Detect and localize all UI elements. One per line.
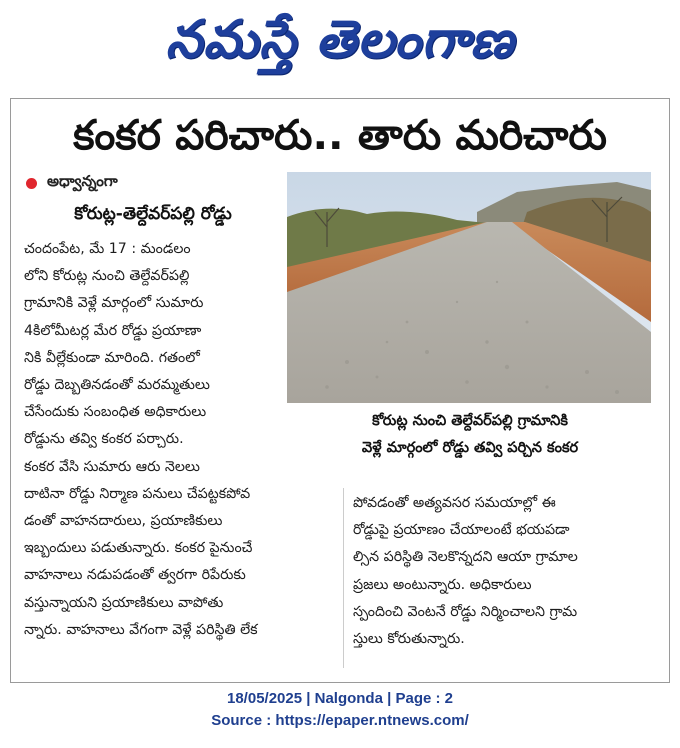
body-text-line: ఇబ్బందులు పడుతున్నారు. కంకర పైనుంచే [24,540,253,557]
body-text-line: రోడ్డు దెబ్బతినడంతో మరమ్మతులు [24,377,210,394]
masthead [0,0,680,92]
body-text-line: ప్రజలు అంటున్నారు. అధికారులు [353,576,532,593]
body-text-line: స్పందించి వెంటనే రోడ్డు నిర్మించాలని గ్రామ [353,603,578,620]
article-body-column-2 [353,490,651,653]
body-text-line: కంకర వేసి సుమారు ఆరు నెలలు [24,458,200,475]
red-bullet-icon [26,178,37,189]
article-headline: కంకర పరిచారు.. తారు మరిచారు [73,111,607,159]
body-text-line: డంతో వాహనదారులు, ప్రయాణికులు [24,513,223,530]
kicker-text: అధ్వాన్నంగా [47,172,118,190]
article-subhead: కోరుట్ల-తెల్దేవర్‌పల్లి రోడ్డు [74,204,232,224]
body-text-line: వస్తున్నాయని ప్రయాణికులు వాపోతు [24,594,224,611]
body-text-line: పోవడంతో అత్యవసర సమయాల్లో ఈ [353,495,556,511]
body-text-line: 4కిలోమీటర్ల మేర రోడ్డు ప్రయాణా [24,322,202,339]
body-text-line: న్నారు. వాహనాలు వేగంగా వెళ్లే పరిస్థితి లేక [24,621,258,638]
article-kicker [26,172,118,194]
body-text-line: చేసేందుకు సంబంధిత అధికారులు [24,404,207,421]
article-body-column-1 [24,236,282,644]
body-text-line: గ్రామానికి వెళ్లే మార్గంలో సుమారు [24,295,204,312]
gravel-road-image [287,172,651,403]
body-text-line: దాటినా రోడ్డు నిర్మాణ పనులు చేపట్టకపోవ [24,485,251,502]
column-divider [343,488,344,668]
caption-line: వెళ్లే మార్గంలో రోడ్డు తవ్వి పర్చిన కంకర [361,440,579,456]
newspaper-logo: నమస్తే తెలంగాణ [165,9,515,70]
body-text-line: వాహనాలు నడుపడంతో త్వరగా రిపేరుకు [24,567,246,584]
body-text-line: నికి వీల్లేకుండా మారింది. గతంలో [24,349,200,366]
caption-line: కోరుట్ల నుంచి తెల్దేవర్‌పల్లి గ్రామానికి [372,413,568,429]
photo-caption [290,408,650,462]
body-text-line: చందంపేట, మే 17 : మండలం [24,241,191,257]
road-photo [287,172,651,403]
body-text-line: రోడ్డుపై ప్రయాణం చేయాలంటే భయపడా [353,522,570,539]
footer-edition-info: 18/05/2025 | Nalgonda | Page : 2 [227,690,453,707]
body-text-line: రోడ్డును తవ్వి కంకర పర్చారు. [24,431,184,448]
body-text-line: స్తులు కోరుతున్నారు. [353,631,465,648]
body-text-line: లోని కోరుట్ల నుంచి తెల్దేవర్‌పల్లి [24,268,190,285]
footer-source-link[interactable]: Source : https://epaper.ntnews.com/ [211,712,469,729]
body-text-line: ల్సిన పరిస్థితి నెలకొన్నదని ఆయా గ్రామాల [353,549,578,566]
